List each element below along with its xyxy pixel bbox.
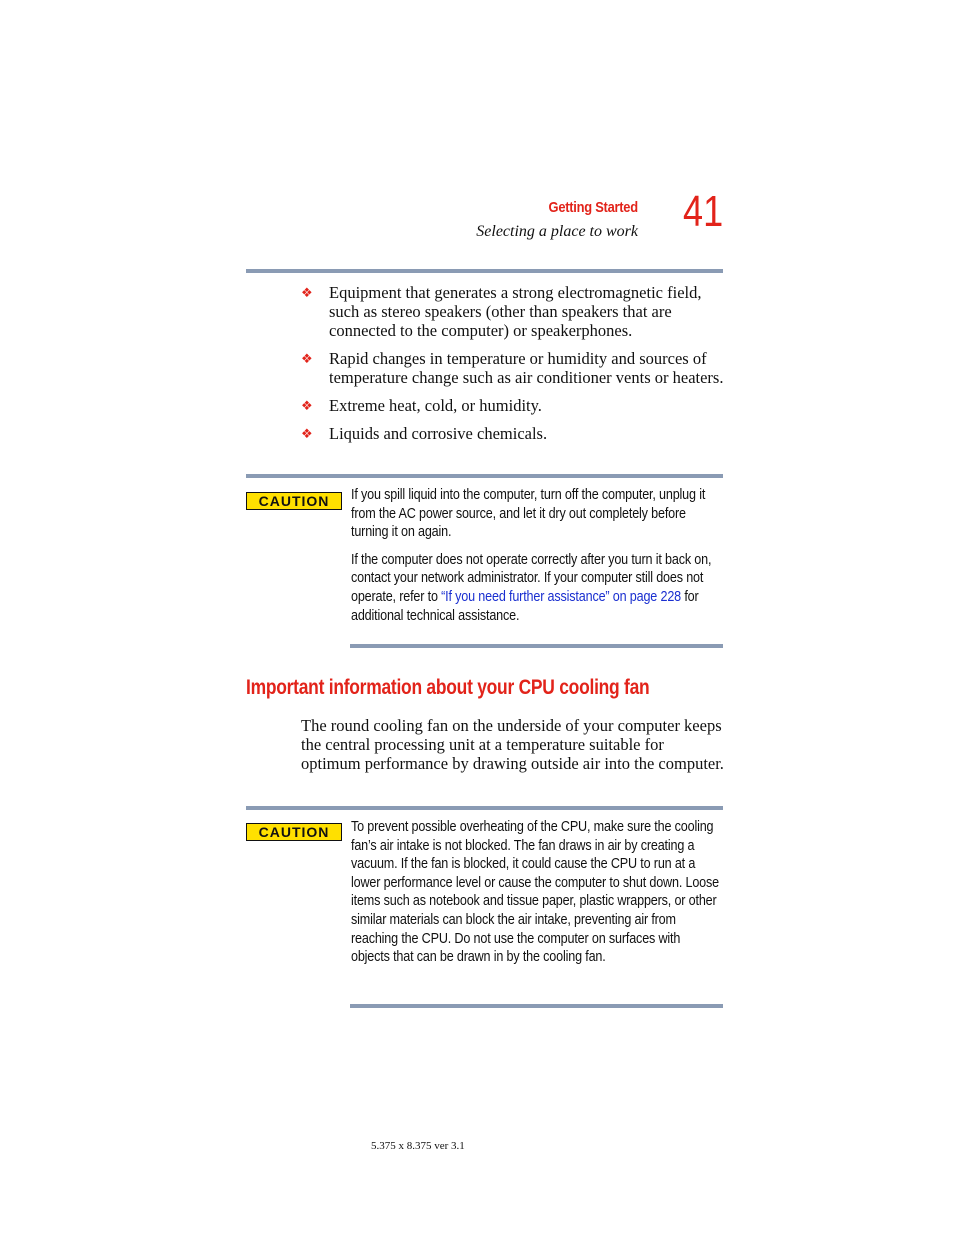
list-item-text: Rapid changes in temperature or humidity and sources of temperature change such as air conditioner vents or heaters. bbox=[329, 349, 724, 387]
caution-bottom-divider bbox=[350, 1004, 723, 1008]
bullet-diamond-icon: ❖ bbox=[301, 286, 313, 301]
top-divider bbox=[246, 269, 723, 273]
caution-text-run: If the computer does not operate correctly after you turn it back on, contact your network administrator. If your computer still does not operate, refer to bbox=[351, 550, 712, 605]
caution-paragraph bbox=[351, 551, 721, 625]
bullet-diamond-icon: ❖ bbox=[301, 427, 313, 442]
caution-bottom-divider bbox=[350, 644, 723, 648]
caution-top-divider bbox=[246, 474, 723, 478]
caution-badge: CAUTION bbox=[246, 492, 342, 510]
caution-paragraph: To prevent possible overheating of the CPU, make sure the cooling fan’s air intake is not blocked. The fan draws in air by creating a vacuum. If the fan is blocked, it could cause the CPU to run at a lower performance level or cause the computer to shut down. Loose items such as notebook and tissue paper, plastic wrappers, or other similar materials can block the air intake, preventing air from reaching the CPU. Do not use the computer on surfaces with objects that can be drawn in by the cooling fan. bbox=[351, 818, 719, 966]
section-paragraph: The round cooling fan on the underside of your computer keeps the central processing unit at a temperature suitable for optimum performance by drawing outside air into the computer. bbox=[301, 716, 724, 773]
list-item bbox=[300, 424, 725, 443]
list-item bbox=[300, 396, 725, 415]
caution-badge: CAUTION bbox=[246, 823, 342, 841]
list-item-text: Extreme heat, cold, or humidity. bbox=[329, 396, 542, 415]
bullet-diamond-icon: ❖ bbox=[301, 352, 313, 367]
running-header-subsection: Selecting a place to work bbox=[476, 223, 638, 240]
list-item bbox=[300, 349, 725, 387]
running-header-section: Getting Started bbox=[548, 199, 638, 216]
caution-text bbox=[351, 818, 721, 976]
caution-paragraph: If you spill liquid into the computer, turn off the computer, unplug it from the AC power source, and let it dry out completely before turning it on again. bbox=[351, 486, 706, 541]
bullet-diamond-icon: ❖ bbox=[301, 399, 313, 414]
bullet-list bbox=[300, 283, 725, 452]
further-assistance-link[interactable]: “If you need further assistance” on page 228 bbox=[441, 587, 682, 605]
page-footer: 5.375 x 8.375 ver 3.1 bbox=[371, 1140, 465, 1152]
list-item-text: Liquids and corrosive chemicals. bbox=[329, 424, 548, 443]
list-item bbox=[300, 283, 725, 340]
caution-text bbox=[351, 486, 721, 634]
list-item-text: Equipment that generates a strong electromagnetic field, such as stereo speakers (other than speakers that are connected to the computer) or speakerphones. bbox=[329, 283, 702, 340]
page-number: 41 bbox=[683, 187, 724, 236]
section-heading: Important information about your CPU cooling fan bbox=[246, 676, 650, 699]
caution-text-run: for additional technical assistance. bbox=[351, 587, 699, 624]
caution-top-divider bbox=[246, 806, 723, 810]
